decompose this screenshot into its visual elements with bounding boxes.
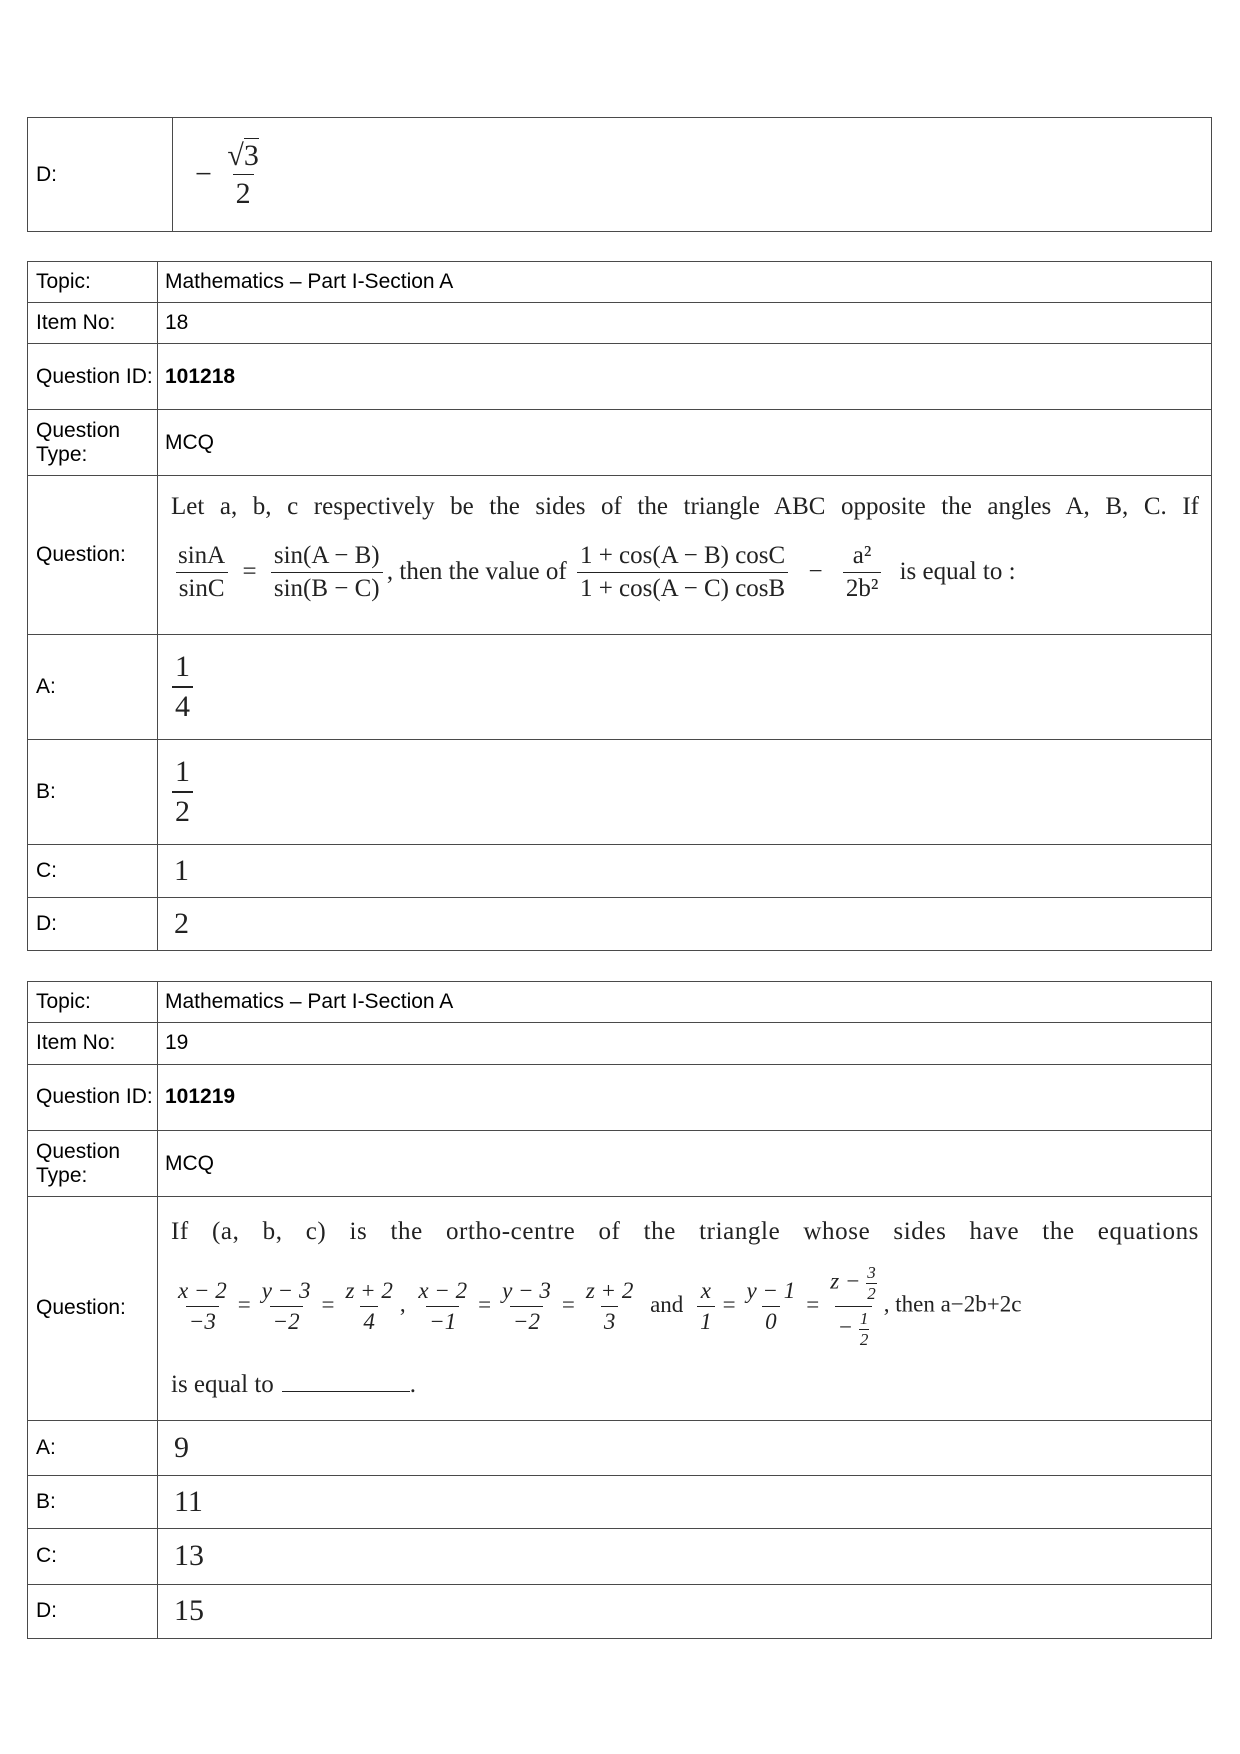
question-line-3 <box>171 1371 1199 1399</box>
question-equations-line <box>171 1264 1199 1348</box>
line1-x-fraction: $\frac{x - 2}{-3}$ <box>178 1277 227 1334</box>
is-equal-to-text: is equal to : <box>899 557 1016 585</box>
option-c-label: C: <box>28 1529 158 1584</box>
sinA-over-sinC-fraction: $\frac{\sin A}{\sin C}$ <box>175 543 228 603</box>
sin-ratio-fraction: $\frac{\sin(A - B)}{\sin(B - C)}$ <box>271 543 383 603</box>
option-a-label: A: <box>28 1420 158 1475</box>
cos-expression-fraction: $\frac{1 + \cos(A - B) \cos C}{1 + \cos(A - C) \cos B}$ <box>577 543 788 603</box>
option-d-value: 15 <box>158 1584 1212 1638</box>
topic-label: Topic: <box>28 982 158 1023</box>
equals-sign: = <box>242 557 257 585</box>
option-c-label: C: <box>28 844 158 897</box>
equals-sign: = <box>321 1291 335 1317</box>
option-b-row <box>28 1475 1212 1528</box>
topic-label: Topic: <box>28 262 158 303</box>
item-row <box>28 303 1212 344</box>
option-value <box>173 118 1212 232</box>
topic-row <box>28 262 1212 303</box>
prev-question-option-d-table <box>27 117 1212 232</box>
question-id-row <box>28 344 1212 410</box>
equals-sign: = <box>806 1291 820 1317</box>
option-row <box>28 118 1212 232</box>
line3-y-fraction: $\frac{y - 1}{0}$ <box>746 1277 796 1334</box>
line1-y-fraction: $\frac{y - 3}{-2}$ <box>261 1277 311 1334</box>
option-c-row <box>28 844 1212 897</box>
equals-sign: = <box>722 1291 736 1317</box>
comma: , <box>399 1291 406 1317</box>
question-id-value: 101218 <box>158 344 1212 410</box>
one-quarter-fraction: $\frac{1}{4}$ <box>172 651 193 722</box>
question-label: Question: <box>28 476 158 634</box>
question-type-row <box>28 410 1212 476</box>
minus-sign: − <box>808 557 823 585</box>
answer-blank <box>282 1371 410 1392</box>
option-d-row <box>28 1584 1212 1638</box>
question-id-row <box>28 1064 1212 1130</box>
option-a-row <box>28 1420 1212 1475</box>
line2-z-fraction: $\frac{z + 2}{3}$ <box>585 1277 634 1334</box>
option-b-label: B: <box>28 1475 158 1528</box>
option-b-value <box>158 739 1212 844</box>
radicand: 3 <box>243 139 259 172</box>
question-id-value: 101219 <box>158 1064 1212 1130</box>
question-type-label: Question Type: <box>28 1130 158 1196</box>
topic-value: Mathematics – Part I-Section A <box>158 982 1212 1023</box>
option-label: D: <box>28 118 173 232</box>
question-type-label: Question Type: <box>28 410 158 476</box>
option-b-row <box>28 739 1212 844</box>
option-d-label: D: <box>28 1584 158 1638</box>
option-b-label: B: <box>28 739 158 844</box>
question-text <box>158 1197 1212 1420</box>
line3-z-fraction: z − $\frac{3}{2}$ − $\frac{1}{2}$ <box>830 1263 876 1349</box>
and-text: and <box>650 1291 684 1317</box>
item-label: Item No: <box>28 303 158 344</box>
line1-z-fraction: $\frac{z + 2}{4}$ <box>345 1277 393 1334</box>
neg-sqrt3-over-2-fraction <box>225 140 260 209</box>
line2-x-fraction: $\frac{x - 2}{-1}$ <box>418 1277 468 1334</box>
sqrt-sign: √ <box>227 139 244 172</box>
question-type-row <box>28 1130 1212 1196</box>
topic-row <box>28 982 1212 1023</box>
question-text <box>158 476 1212 634</box>
question-id-label: Question ID: <box>28 344 158 410</box>
then-expression-text: , then a−2b+2c <box>883 1291 1022 1317</box>
topic-value: Mathematics – Part I-Section A <box>158 262 1212 303</box>
option-c-value: 13 <box>158 1529 1212 1584</box>
option-a-row <box>28 634 1212 739</box>
line3-x-fraction: $\frac{x}{1}$ <box>697 1279 715 1334</box>
question-label: Question: <box>28 1197 158 1420</box>
option-b-value: 11 <box>158 1475 1212 1528</box>
minus-sign: − <box>195 157 212 191</box>
a2-over-2b2-fraction: $\frac{\text{a²}}{\text{2b²}}$ <box>843 543 882 603</box>
option-a-value <box>158 634 1212 739</box>
option-a-label: A: <box>28 634 158 739</box>
option-c-value: 1 <box>158 844 1212 897</box>
question-row <box>28 476 1212 634</box>
question-line-1: Let a, b, c respectively be the sides of the triangle ABC opposite the angles A, B, C. If <box>171 493 1199 521</box>
item-label: Item No: <box>28 1023 158 1064</box>
item-value: 18 <box>158 303 1212 344</box>
question-row <box>28 1197 1212 1420</box>
question-line-1: If (a, b, c) is the ortho-centre of the triangle whose sides have the equations <box>171 1218 1199 1246</box>
question-type-value: MCQ <box>158 1130 1212 1196</box>
option-c-row <box>28 1529 1212 1584</box>
fraction-denominator: 2 <box>233 174 254 210</box>
item-row <box>28 1023 1212 1064</box>
question-type-value: MCQ <box>158 410 1212 476</box>
question-formula-line <box>171 543 1199 603</box>
option-d-value: 2 <box>158 897 1212 950</box>
question-table-19 <box>27 981 1212 1639</box>
is-equal-to-text: is equal to <box>171 1370 274 1398</box>
option-d-row <box>28 897 1212 950</box>
period: . <box>409 1370 417 1398</box>
question-id-label: Question ID: <box>28 1064 158 1130</box>
line2-y-fraction: $\frac{y - 3}{-2}$ <box>502 1277 551 1334</box>
item-value: 19 <box>158 1023 1212 1064</box>
equals-sign: = <box>237 1291 251 1317</box>
equals-sign: = <box>561 1291 575 1317</box>
one-half-fraction: $\frac{1}{2}$ <box>172 756 193 827</box>
question-table-18 <box>27 261 1212 951</box>
equals-sign: = <box>478 1291 492 1317</box>
option-a-value: 9 <box>158 1420 1212 1475</box>
then-value-text: , then the value of <box>386 557 567 585</box>
option-d-label: D: <box>28 897 158 950</box>
